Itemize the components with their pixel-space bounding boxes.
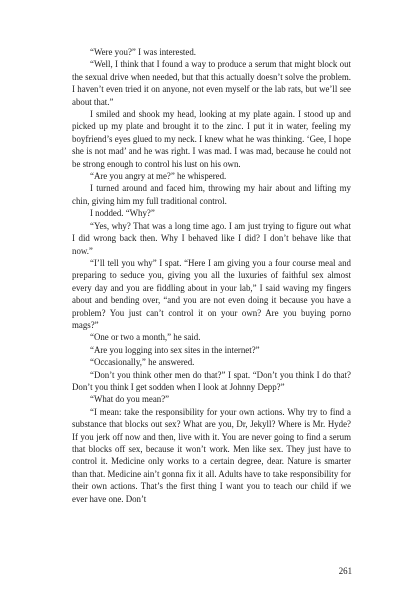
body-text bbox=[72, 46, 351, 505]
paragraph: “I’ll tell you why” I spat. “Here I am giving you a four course meal and preparing to seduce you, giving you all the luxuries of faithful sex almost every day and you are fiddling about in your lab,” I said waving my fingers about and bending over, “and you are not even doing it because you have a problem? You just can’t control it on your own? Are you buying porno mags?” bbox=[72, 257, 351, 330]
paragraph: I smiled and shook my head, looking at my plate again. I stood up and picked up my plate and brought it to the zinc. I put it in water, feeling my boyfriend’s eyes glued to my neck. I knew what he was thinking. ‘Gee, I hope she is not mad’ and he was right. I was mad. I was mad, because he could not be strong enough to control his lust on his own. bbox=[72, 109, 351, 169]
paragraph: “One or two a month,” he said. bbox=[90, 332, 201, 343]
paragraph: I nodded. “Why?” bbox=[90, 208, 155, 219]
paragraph: “I mean: take the responsibility for your own actions. Why try to find a substance that blocks out sex? What are you, Dr, Jekyll? Where is Mr. Hyde? If you jerk off now and then, live with it. You are never going to find a serum that blocks off sex, because it won’t work. Men like sex. They just have to control it. Medicine only works to a certain degree, dear. Nature is smarter than that. Medicine ain’t gonna fix it all. Adults have to take responsibility for their own actions. That’s the first thing I want you to teach our child if we ever have one. Don’t bbox=[72, 406, 351, 504]
paragraph: “Are you logging into sex sites in the internet?” bbox=[90, 344, 260, 355]
paragraph: “Don’t you think other men do that?” I spat. “Don’t you think I do that? Don’t you think I get sodden when I look at Johnny Depp?” bbox=[72, 369, 351, 392]
paragraph: “Are you angry at me?” he whispered. bbox=[90, 171, 227, 182]
paragraph: “Yes, why? That was a long time ago. I am just trying to figure out what I did wrong back then. Why I behaved like I did? I don’t behave like that now.” bbox=[72, 220, 351, 256]
paragraph: “Well, I think that I found a way to produce a serum that might block out the sexual drive when needed, but that this actually doesn’t solve the problem. I haven’t even tried it on anyone, not even myself or the lab rats, but we’ll see about that.” bbox=[72, 59, 351, 107]
page-number: 261 bbox=[338, 566, 352, 576]
paragraph: “What do you mean?” bbox=[90, 394, 170, 405]
paragraph: I turned around and faced him, throwing my hair about and lifting my chin, giving him my full traditional control. bbox=[72, 183, 351, 206]
paragraph: “Were you?” I was interested. bbox=[90, 47, 196, 57]
paragraph: “Occasionally,” he answered. bbox=[90, 357, 195, 368]
